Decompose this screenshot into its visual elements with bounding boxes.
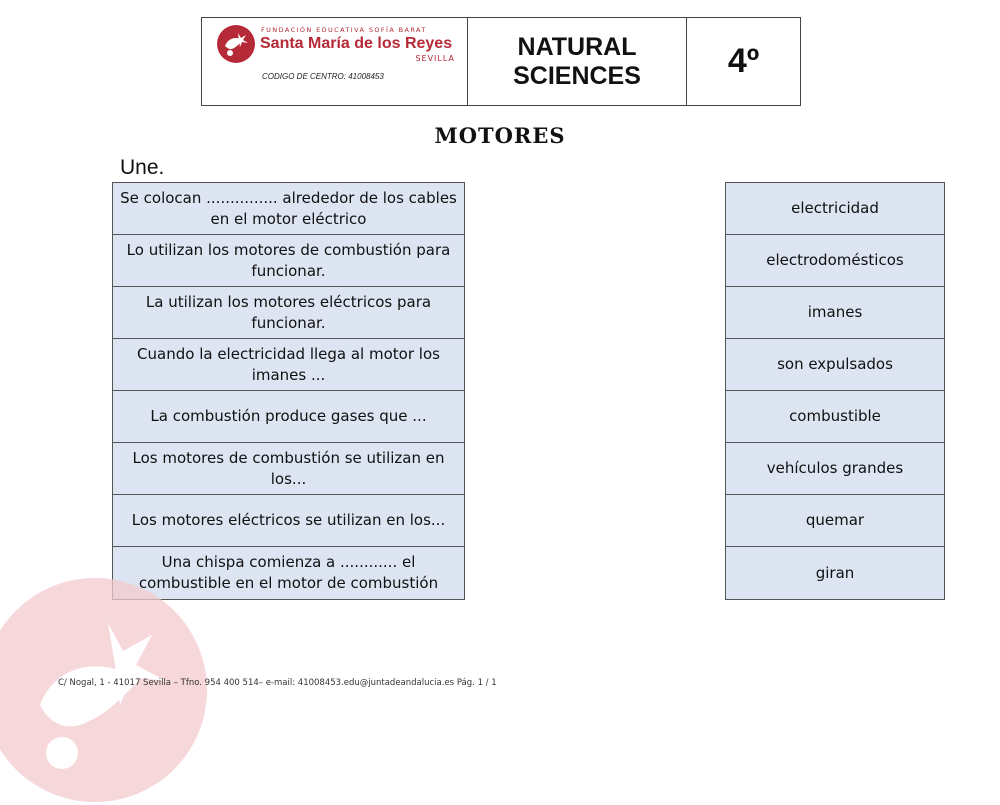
school-logo-icon: [216, 24, 256, 64]
answer-item[interactable]: electrodomésticos: [726, 235, 944, 287]
subject-name: NATURAL SCIENCES: [513, 32, 641, 90]
foundation-name: FUNDACIÓN EDUCATIVA SOFÍA BARAT: [261, 26, 427, 34]
answer-item[interactable]: giran: [726, 547, 944, 599]
statement-item[interactable]: Los motores eléctricos se utilizan en los...: [113, 495, 464, 547]
worksheet-instruction: Une.: [120, 156, 165, 179]
grade-label: 4º: [727, 42, 760, 80]
answer-item[interactable]: combustible: [726, 391, 944, 443]
answer-item[interactable]: son expulsados: [726, 339, 944, 391]
statement-item[interactable]: Cuando la electricidad llega al motor los imanes ...: [113, 339, 464, 391]
statement-item[interactable]: Los motores de combustión se utilizan en los...: [113, 443, 464, 495]
answer-item[interactable]: imanes: [726, 287, 944, 339]
worksheet-title: MOTORES: [434, 123, 566, 148]
statement-item[interactable]: La combustión produce gases que ...: [113, 391, 464, 443]
statement-item[interactable]: La utilizan los motores eléctricos para funcionar.: [113, 287, 464, 339]
header-table: [201, 17, 801, 106]
grade-cell: [687, 18, 800, 105]
answer-item[interactable]: vehículos grandes: [726, 443, 944, 495]
answer-item[interactable]: quemar: [726, 495, 944, 547]
statements-column: [112, 182, 465, 600]
statement-item[interactable]: Una chispa comienza a ............ el combustible en el motor de combustión: [113, 547, 464, 599]
answer-item[interactable]: electricidad: [726, 183, 944, 235]
answers-column: [725, 182, 945, 600]
statement-item[interactable]: Lo utilizan los motores de combustión para funcionar.: [113, 235, 464, 287]
school-name: Santa María de los Reyes: [260, 35, 453, 52]
center-code: CODIGO DE CENTRO: 41008453: [262, 72, 384, 81]
subject-cell: [468, 18, 687, 105]
statement-item[interactable]: Se colocan ............... alrededor de los cables en el motor eléctrico: [113, 183, 464, 235]
school-city: SEVILLA: [415, 54, 455, 63]
page-footer: C/ Nogal, 1 - 41017 Sevilla – Tfno. 954 400 514– e-mail: 41008453.edu@juntadeandalucia.es Pág. 1 / 1: [58, 678, 497, 688]
watermark-logo-icon: [0, 575, 210, 805]
school-logo-cell: [202, 18, 468, 105]
